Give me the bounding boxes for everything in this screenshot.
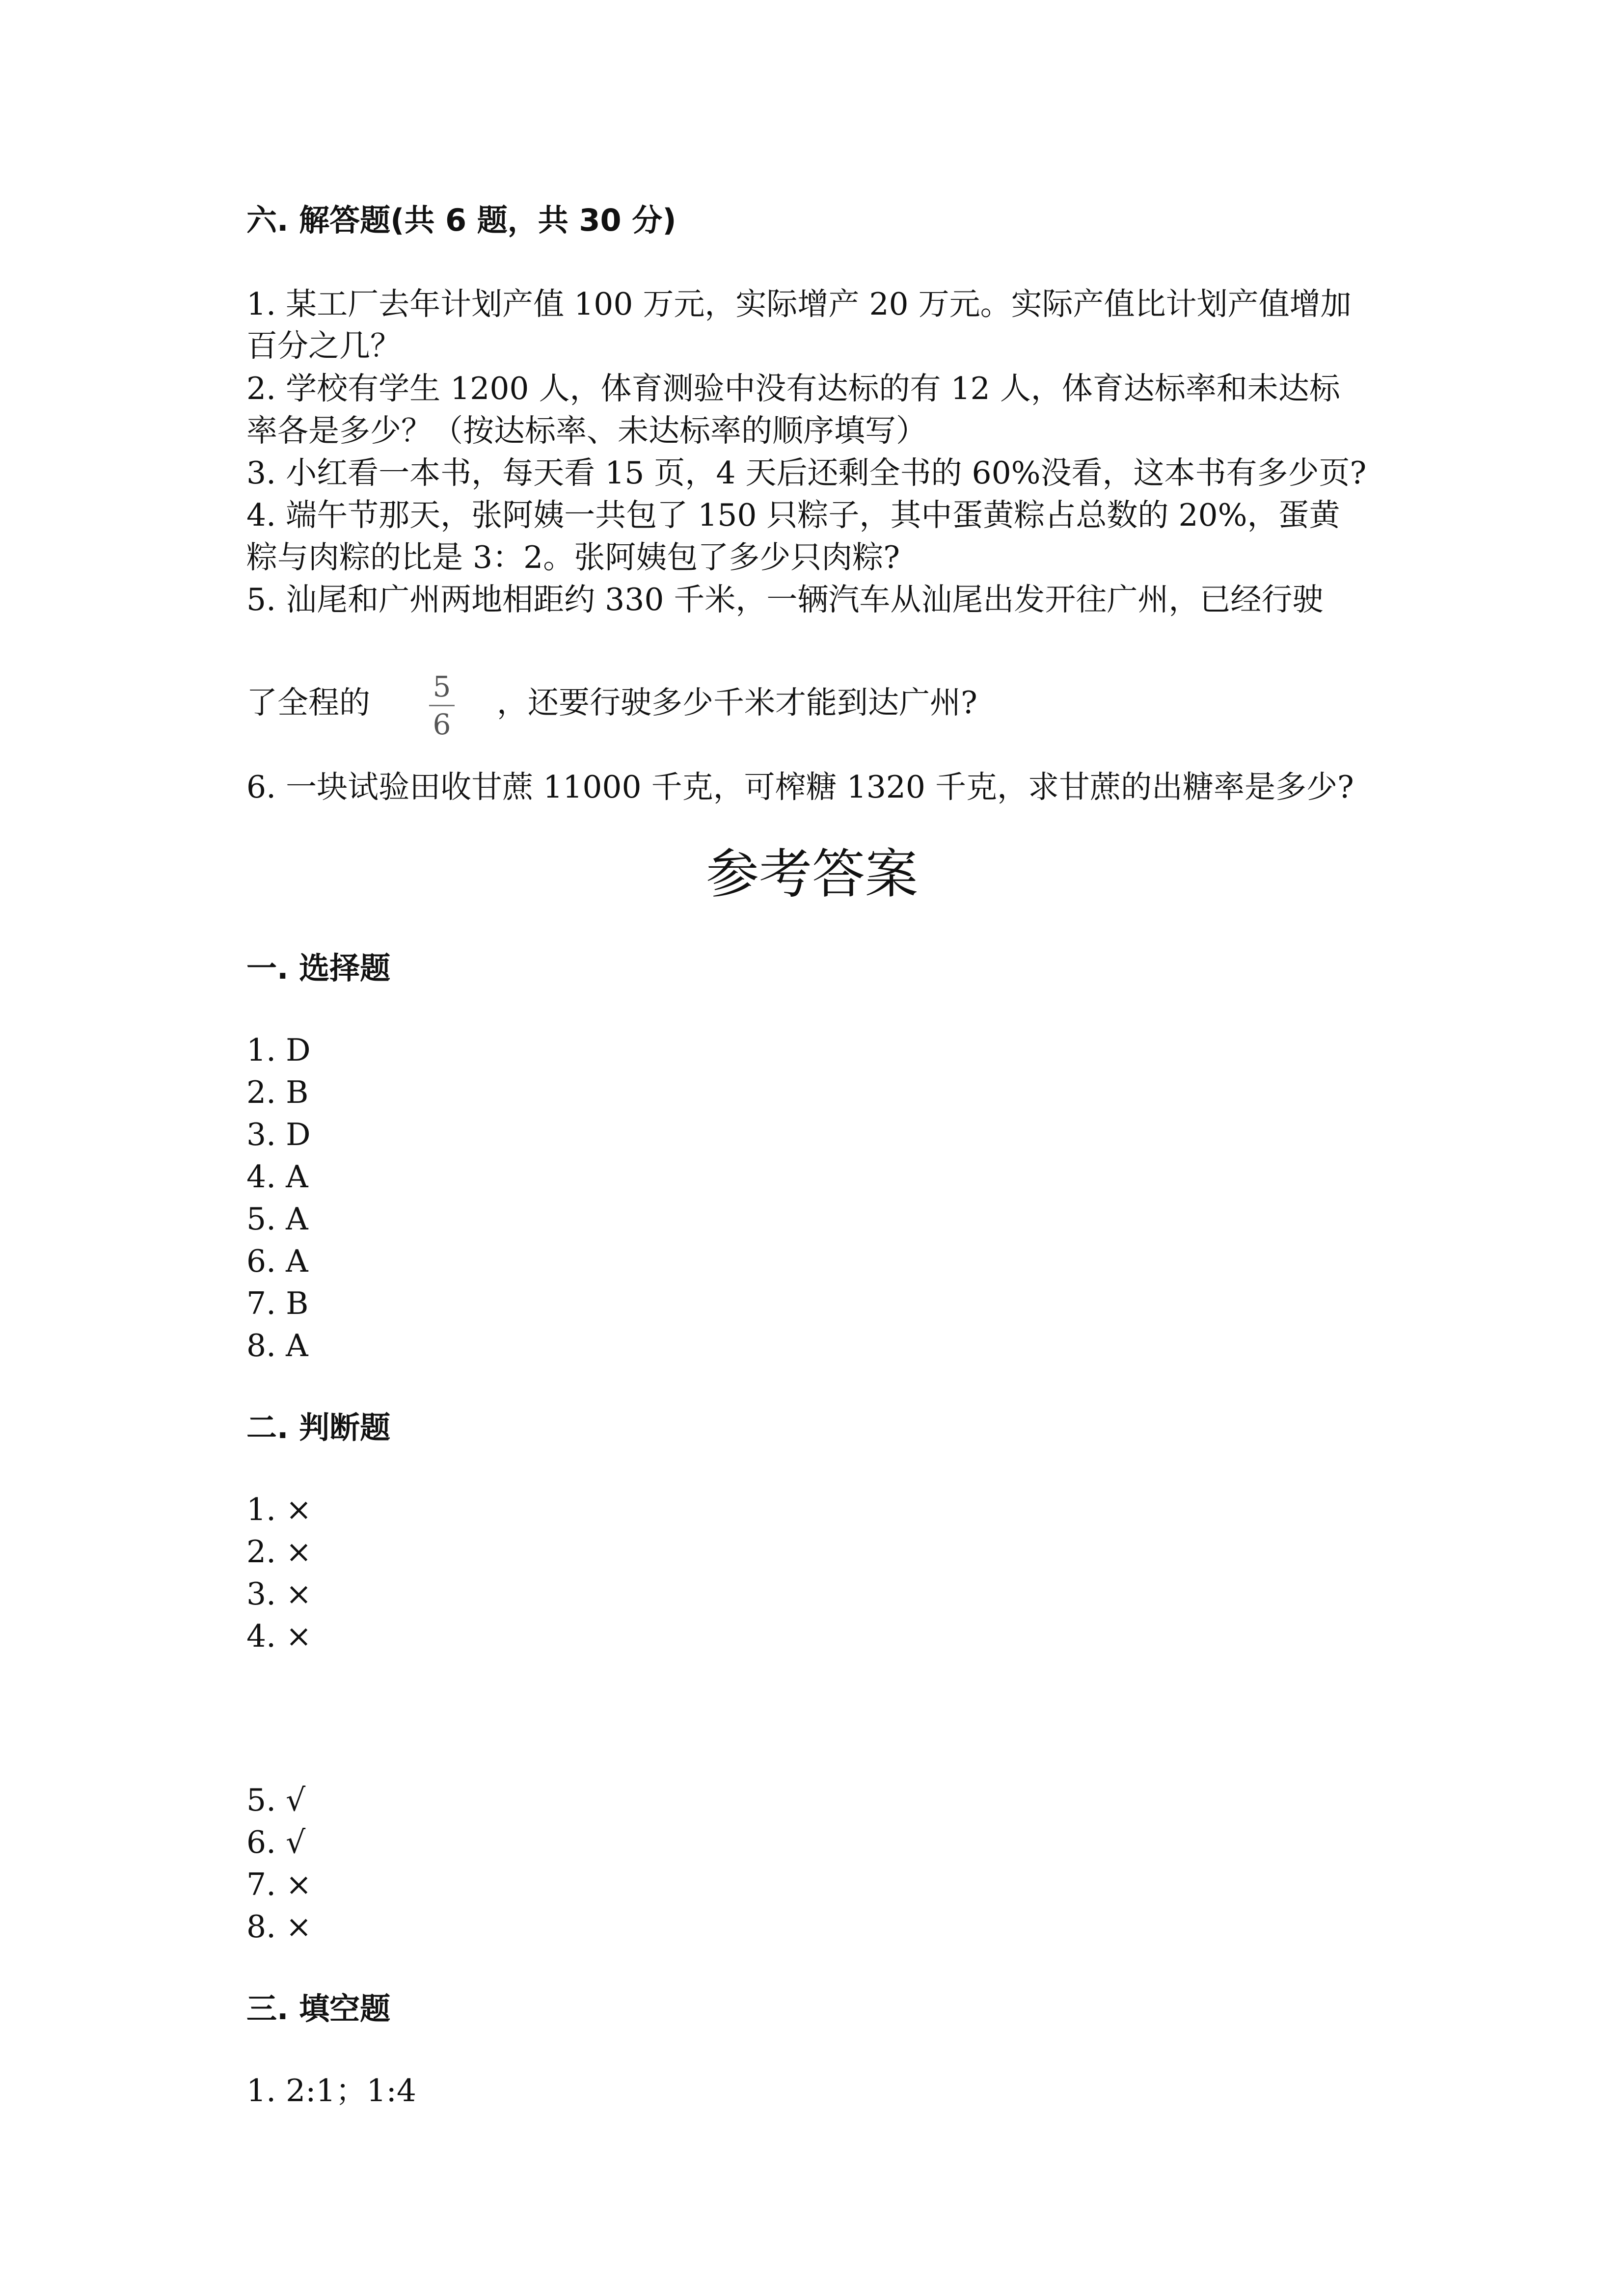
answer-choice-item: 2. B <box>246 1074 309 1110</box>
answer-judge-item: 2. × <box>246 1534 312 1570</box>
answer-judge-item: 1. × <box>246 1492 312 1527</box>
question-5-line-1: 5. 汕尾和广州两地相距约 330 千米，一辆汽车从汕尾出发开往广州，已经行驶 <box>246 582 1324 617</box>
answer-judge-item: 5. √ <box>246 1782 306 1818</box>
question-5-prefix: 了全程的 <box>246 685 370 721</box>
question-4-line-2: 粽与肉粽的比是 3：2。张阿姨包了多少只肉粽? <box>246 539 900 575</box>
question-5-suffix: ，还要行驶多少千米才能到达广州? <box>497 685 977 721</box>
fraction-bar <box>429 705 455 706</box>
question-1-line-1: 1. 某工厂去年计划产值 100 万元，实际增产 20 万元。实际产值比计划产值增加 <box>246 286 1352 322</box>
question-4-line-1: 4. 端午节那天，张阿姨一共包了 150 只粽子，其中蛋黄粽占总数的 20%，蛋黄 <box>246 497 1340 533</box>
answer-choice-item: 4. A <box>246 1159 308 1195</box>
fraction-numerator: 5 <box>433 670 451 703</box>
answer-choice-item: 6. A <box>246 1243 308 1279</box>
answer-choice-item: 1. D <box>246 1032 311 1068</box>
question-2-line-2: 率各是多少？（按达标率、未达标率的顺序填写） <box>246 413 927 449</box>
answers-section-1-heading: 一. 选择题 <box>246 950 391 986</box>
fraction-five-sixths <box>427 672 457 739</box>
answer-fill-item: 1. 2:1；1:4 <box>246 2073 416 2109</box>
answer-judge-item: 7. × <box>246 1867 312 1902</box>
answer-judge-item: 8. × <box>246 1909 312 1945</box>
answer-judge-item: 3. × <box>246 1576 312 1612</box>
fraction-denominator: 6 <box>433 708 451 741</box>
answers-section-3-heading: 三. 填空题 <box>246 1991 391 2027</box>
answer-judge-item: 6. √ <box>246 1824 306 1860</box>
question-2-line-1: 2. 学校有学生 1200 人，体育测验中没有达标的有 12 人，体育达标率和未达标 <box>246 371 1340 406</box>
answer-choice-item: 5. A <box>246 1201 308 1237</box>
answer-choice-item: 8. A <box>246 1328 308 1363</box>
answer-choice-item: 3. D <box>246 1117 311 1152</box>
answers-section-2-heading: 二. 判断题 <box>246 1410 391 1445</box>
question-3: 3. 小红看一本书，每天看 15 页，4 天后还剩全书的 60%没看，这本书有多少页? <box>246 455 1367 491</box>
answers-title: 参考答案 <box>705 844 918 905</box>
question-6: 6. 一块试验田收甘蔗 11000 千克，可榨糖 1320 千克，求甘蔗的出糖率是多少? <box>246 769 1354 805</box>
question-1-line-2: 百分之几？ <box>246 328 401 364</box>
answer-choice-item: 7. B <box>246 1285 309 1321</box>
answer-judge-item: 4. × <box>246 1618 312 1654</box>
section-heading: 六. 解答题(共 6 题，共 30 分) <box>246 202 677 238</box>
